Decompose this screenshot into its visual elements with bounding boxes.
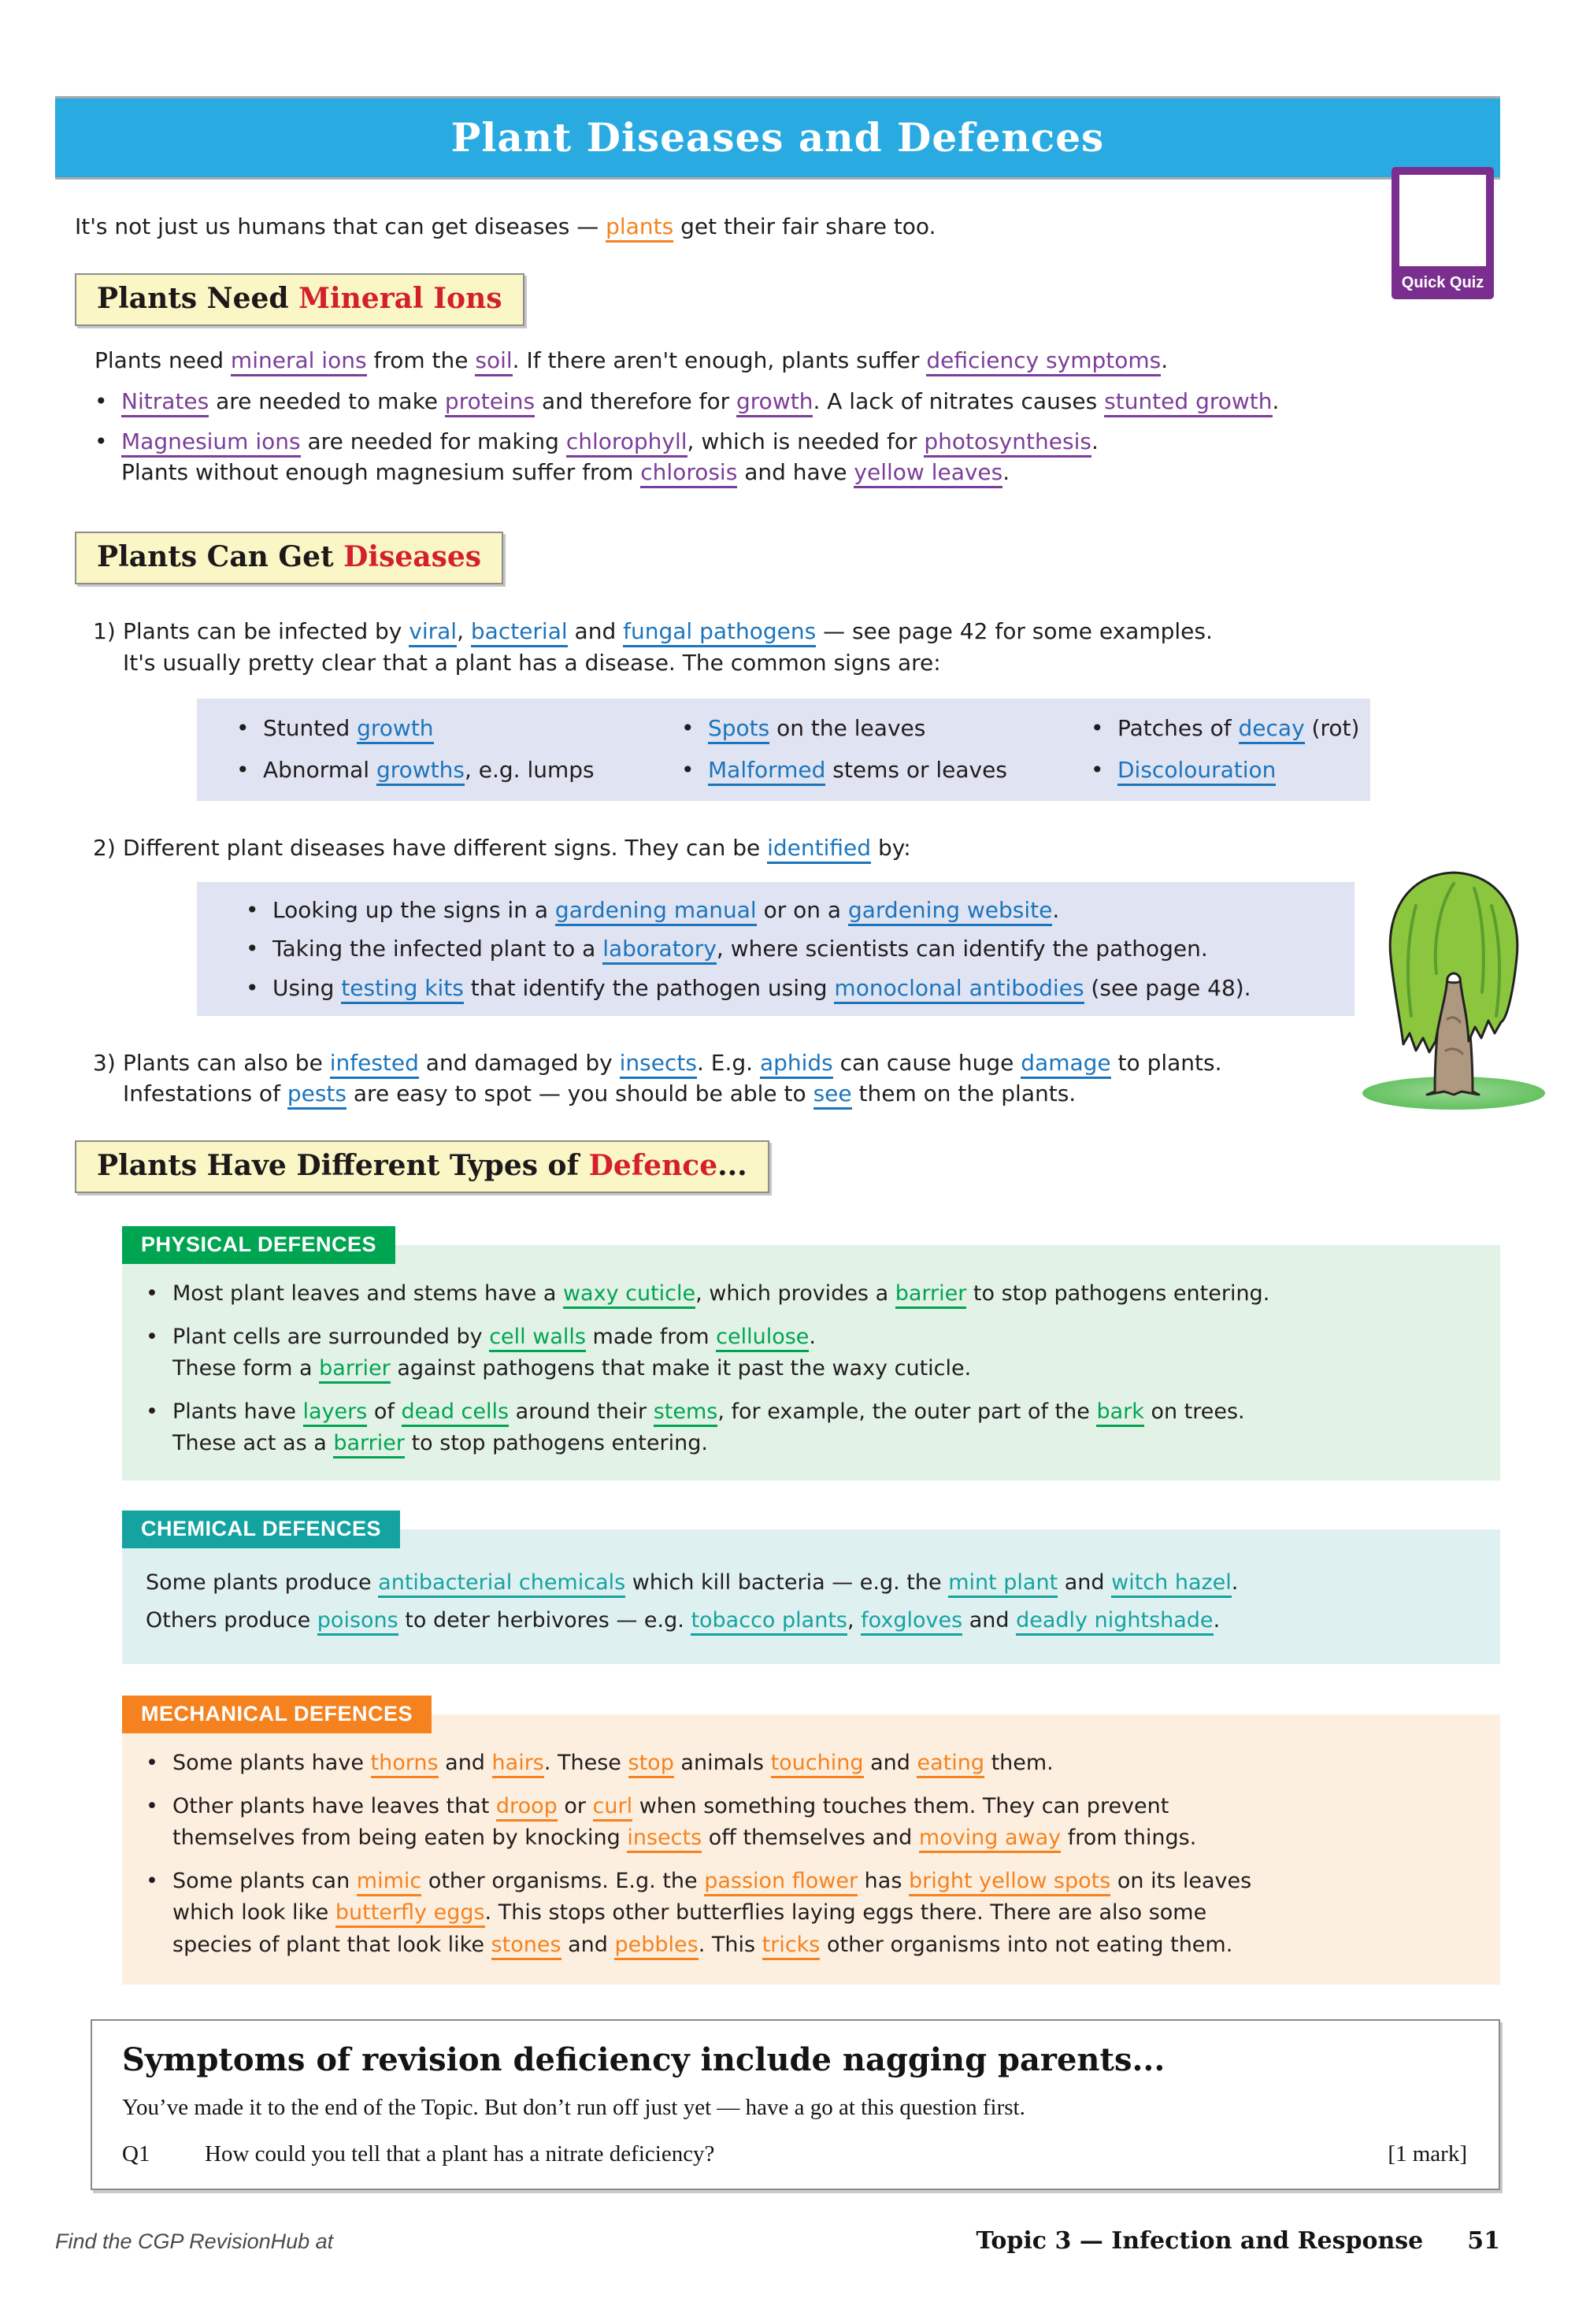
bullet-icon: • (94, 428, 108, 454)
item-number: 2) (93, 835, 116, 862)
exam-tip-body: You’ve made it to the end of the Topic. But don’t run off just yet — have a go at this question first. (122, 2095, 1025, 2121)
list-item-text: Plants have layers of dead cells around their stems, for example, the outer part of the bark on trees. These act as a barrier to stop pathogens entering. (172, 1396, 1480, 1460)
tab-mechanical-defences: MECHANICAL DEFENCES (122, 1696, 432, 1733)
mechanical-defences-panel (122, 1702, 1500, 1985)
section-heading-mineral-ions: Plants Need Mineral Ions (75, 273, 524, 326)
question-text: How could you tell that a plant has a nitrate deficiency? (205, 2141, 715, 2166)
title-banner (55, 96, 1500, 180)
list-item-text: Magnesium ions are needed for making chlorophyll, which is needed for photosynthesis. Plants without enough magnesium suffer from chlorosis and have yellow leaves. (121, 426, 1500, 487)
numbered-item-3 (93, 1047, 1500, 1109)
identification-methods-box (197, 882, 1354, 1016)
list-item-text: Most plant leaves and stems have a waxy cuticle, which provides a barrier to stop pathogens entering. (172, 1278, 1480, 1310)
numbered-item-text: Plants can also be infested and damaged by insects. E.g. aphids can cause huge damage to plants. Infestations of pests are easy to spot — you should be able to see them on the plants. (123, 1047, 1500, 1109)
sign-cell (1091, 713, 1362, 743)
list-item (246, 895, 1347, 925)
list-item (246, 933, 1347, 964)
bullet-icon: • (146, 1868, 158, 1893)
bullet-icon: • (146, 1324, 158, 1349)
sign-text: Spots on the leaves (708, 713, 925, 743)
mineral-bullet-list (94, 386, 1500, 488)
item-number: 1) (93, 618, 116, 645)
section-heading-diseases: Plants Can Get Diseases (75, 532, 503, 584)
bullet-icon: • (146, 1793, 158, 1818)
question-number: Q1 (122, 2141, 150, 2166)
sign-text: Abnormal growths, e.g. lumps (263, 754, 595, 785)
numbered-item-text: Different plant diseases have different signs. They can be identified by: (123, 832, 1500, 863)
list-item (146, 1396, 1480, 1460)
bullet-icon: • (246, 974, 259, 1001)
mineral-intro-paragraph: Plants need mineral ions from the soil. If there aren't enough, plants suffer deficiency symptoms. (94, 345, 1500, 376)
sign-cell (681, 713, 1091, 743)
bullet-icon: • (236, 714, 250, 741)
quick-quiz-label: Quick Quiz (1401, 274, 1484, 291)
bullet-icon: • (1091, 714, 1104, 741)
sign-text: Discolouration (1117, 754, 1276, 785)
book-page (0, 96, 1575, 2324)
list-item (94, 386, 1500, 417)
bullet-icon: • (146, 1281, 158, 1307)
question-marks: [1 mark] (1388, 2141, 1467, 2166)
list-item (146, 1321, 1480, 1385)
list-item-text: Taking the infected plant to a laboratory, where scientists can identify the pathogen. (272, 933, 1347, 964)
list-item-text: Other plants have leaves that droop or curl when something touches them. They can prevent themselves from being eaten by knocking insects off themselves and moving away from things. (172, 1791, 1480, 1855)
chemical-defences-panel (122, 1516, 1500, 1664)
sign-cell (236, 754, 681, 785)
intro-text: It's not just us humans that can get diseases — plants get their fair share too. (75, 211, 1500, 242)
physical-defences-panel (122, 1232, 1500, 1481)
disease-signs-box (197, 699, 1370, 801)
exam-tip-heading: Symptoms of revision deficiency include nagging parents... (122, 2041, 1166, 2079)
list-item-text: Plant cells are surrounded by cell walls made from cellulose. These form a barrier against pathogens that make it past the waxy cuticle. (172, 1321, 1480, 1385)
list-item-text: Some plants have thorns and hairs. These stop animals touching and eating them. (172, 1748, 1480, 1780)
bullet-icon: • (146, 1399, 158, 1424)
willow-tree-illustration (1359, 862, 1548, 1114)
bullet-icon: • (236, 756, 250, 783)
quick-quiz-badge[interactable] (1392, 167, 1494, 299)
chemical-defences-content: Some plants produce antibacterial chemicals which kill bacteria — e.g. the mint plant and witch hazel. Others produce poisons to deter herbivores — e.g. tobacco plants, foxgloves and deadly nightshade. (122, 1529, 1500, 1664)
list-item (146, 1791, 1480, 1855)
bullet-icon: • (1091, 756, 1104, 783)
footer-topic: Topic 3 — Infection and Response (976, 2227, 1424, 2255)
section-heading-defence: Plants Have Different Types of Defence... (75, 1140, 769, 1193)
sign-cell (681, 754, 1091, 785)
numbered-item-1 (93, 616, 1500, 677)
list-item (246, 973, 1347, 1003)
physical-defences-content (122, 1245, 1500, 1481)
bullet-icon: • (681, 756, 695, 783)
bullet-icon: • (246, 936, 259, 962)
list-item (146, 1866, 1480, 1962)
bullet-icon: • (146, 1751, 158, 1776)
tab-physical-defences: PHYSICAL DEFENCES (122, 1226, 395, 1264)
bullet-icon: • (94, 387, 108, 414)
page-footer (55, 2225, 1500, 2258)
list-item-text: Some plants can mimic other organisms. E.g. the passion flower has bright yellow spots on its leaves which look like butterfly eggs. This stops other butterflies laying eggs there. There are also some species of plant that look like stones and pebbles. This tricks other organisms into not eating them. (172, 1866, 1480, 1962)
sign-cell (1091, 754, 1362, 785)
list-item-text: Looking up the signs in a gardening manual or on a gardening website. (272, 895, 1347, 925)
tab-chemical-defences: CHEMICAL DEFENCES (122, 1510, 400, 1548)
footer-right (976, 2225, 1500, 2258)
list-item (146, 1748, 1480, 1780)
list-item (94, 426, 1500, 487)
numbered-item-2 (93, 832, 1500, 863)
question-row (122, 2138, 1467, 2170)
item-number: 3) (93, 1049, 116, 1076)
quick-quiz-frame (1399, 175, 1486, 266)
mechanical-defences-content (122, 1714, 1500, 1985)
sign-cell (236, 713, 681, 743)
bullet-icon: • (681, 714, 695, 741)
sign-text: Malformed stems or leaves (708, 754, 1007, 785)
page-title: Plant Diseases and Defences (450, 114, 1105, 161)
list-item-text: Nitrates are needed to make proteins and therefore for growth. A lack of nitrates causes stunted growth. (121, 386, 1500, 417)
footer-left-text: Find the CGP RevisionHub at (55, 2229, 334, 2254)
bullet-icon: • (246, 897, 259, 924)
footer-page-number: 51 (1467, 2227, 1500, 2255)
list-item (146, 1278, 1480, 1310)
sign-text: Patches of decay (rot) (1117, 713, 1359, 743)
list-item-text: Using testing kits that identify the pathogen using monoclonal antibodies (see page 48). (272, 973, 1347, 1003)
numbered-item-text: Plants can be infected by viral, bacterial and fungal pathogens — see page 42 for some examples. It's usually pretty clear that a plant has a disease. The common signs are: (123, 618, 1213, 676)
exam-tip-box (91, 2019, 1500, 2190)
sign-text: Stunted growth (263, 713, 434, 743)
